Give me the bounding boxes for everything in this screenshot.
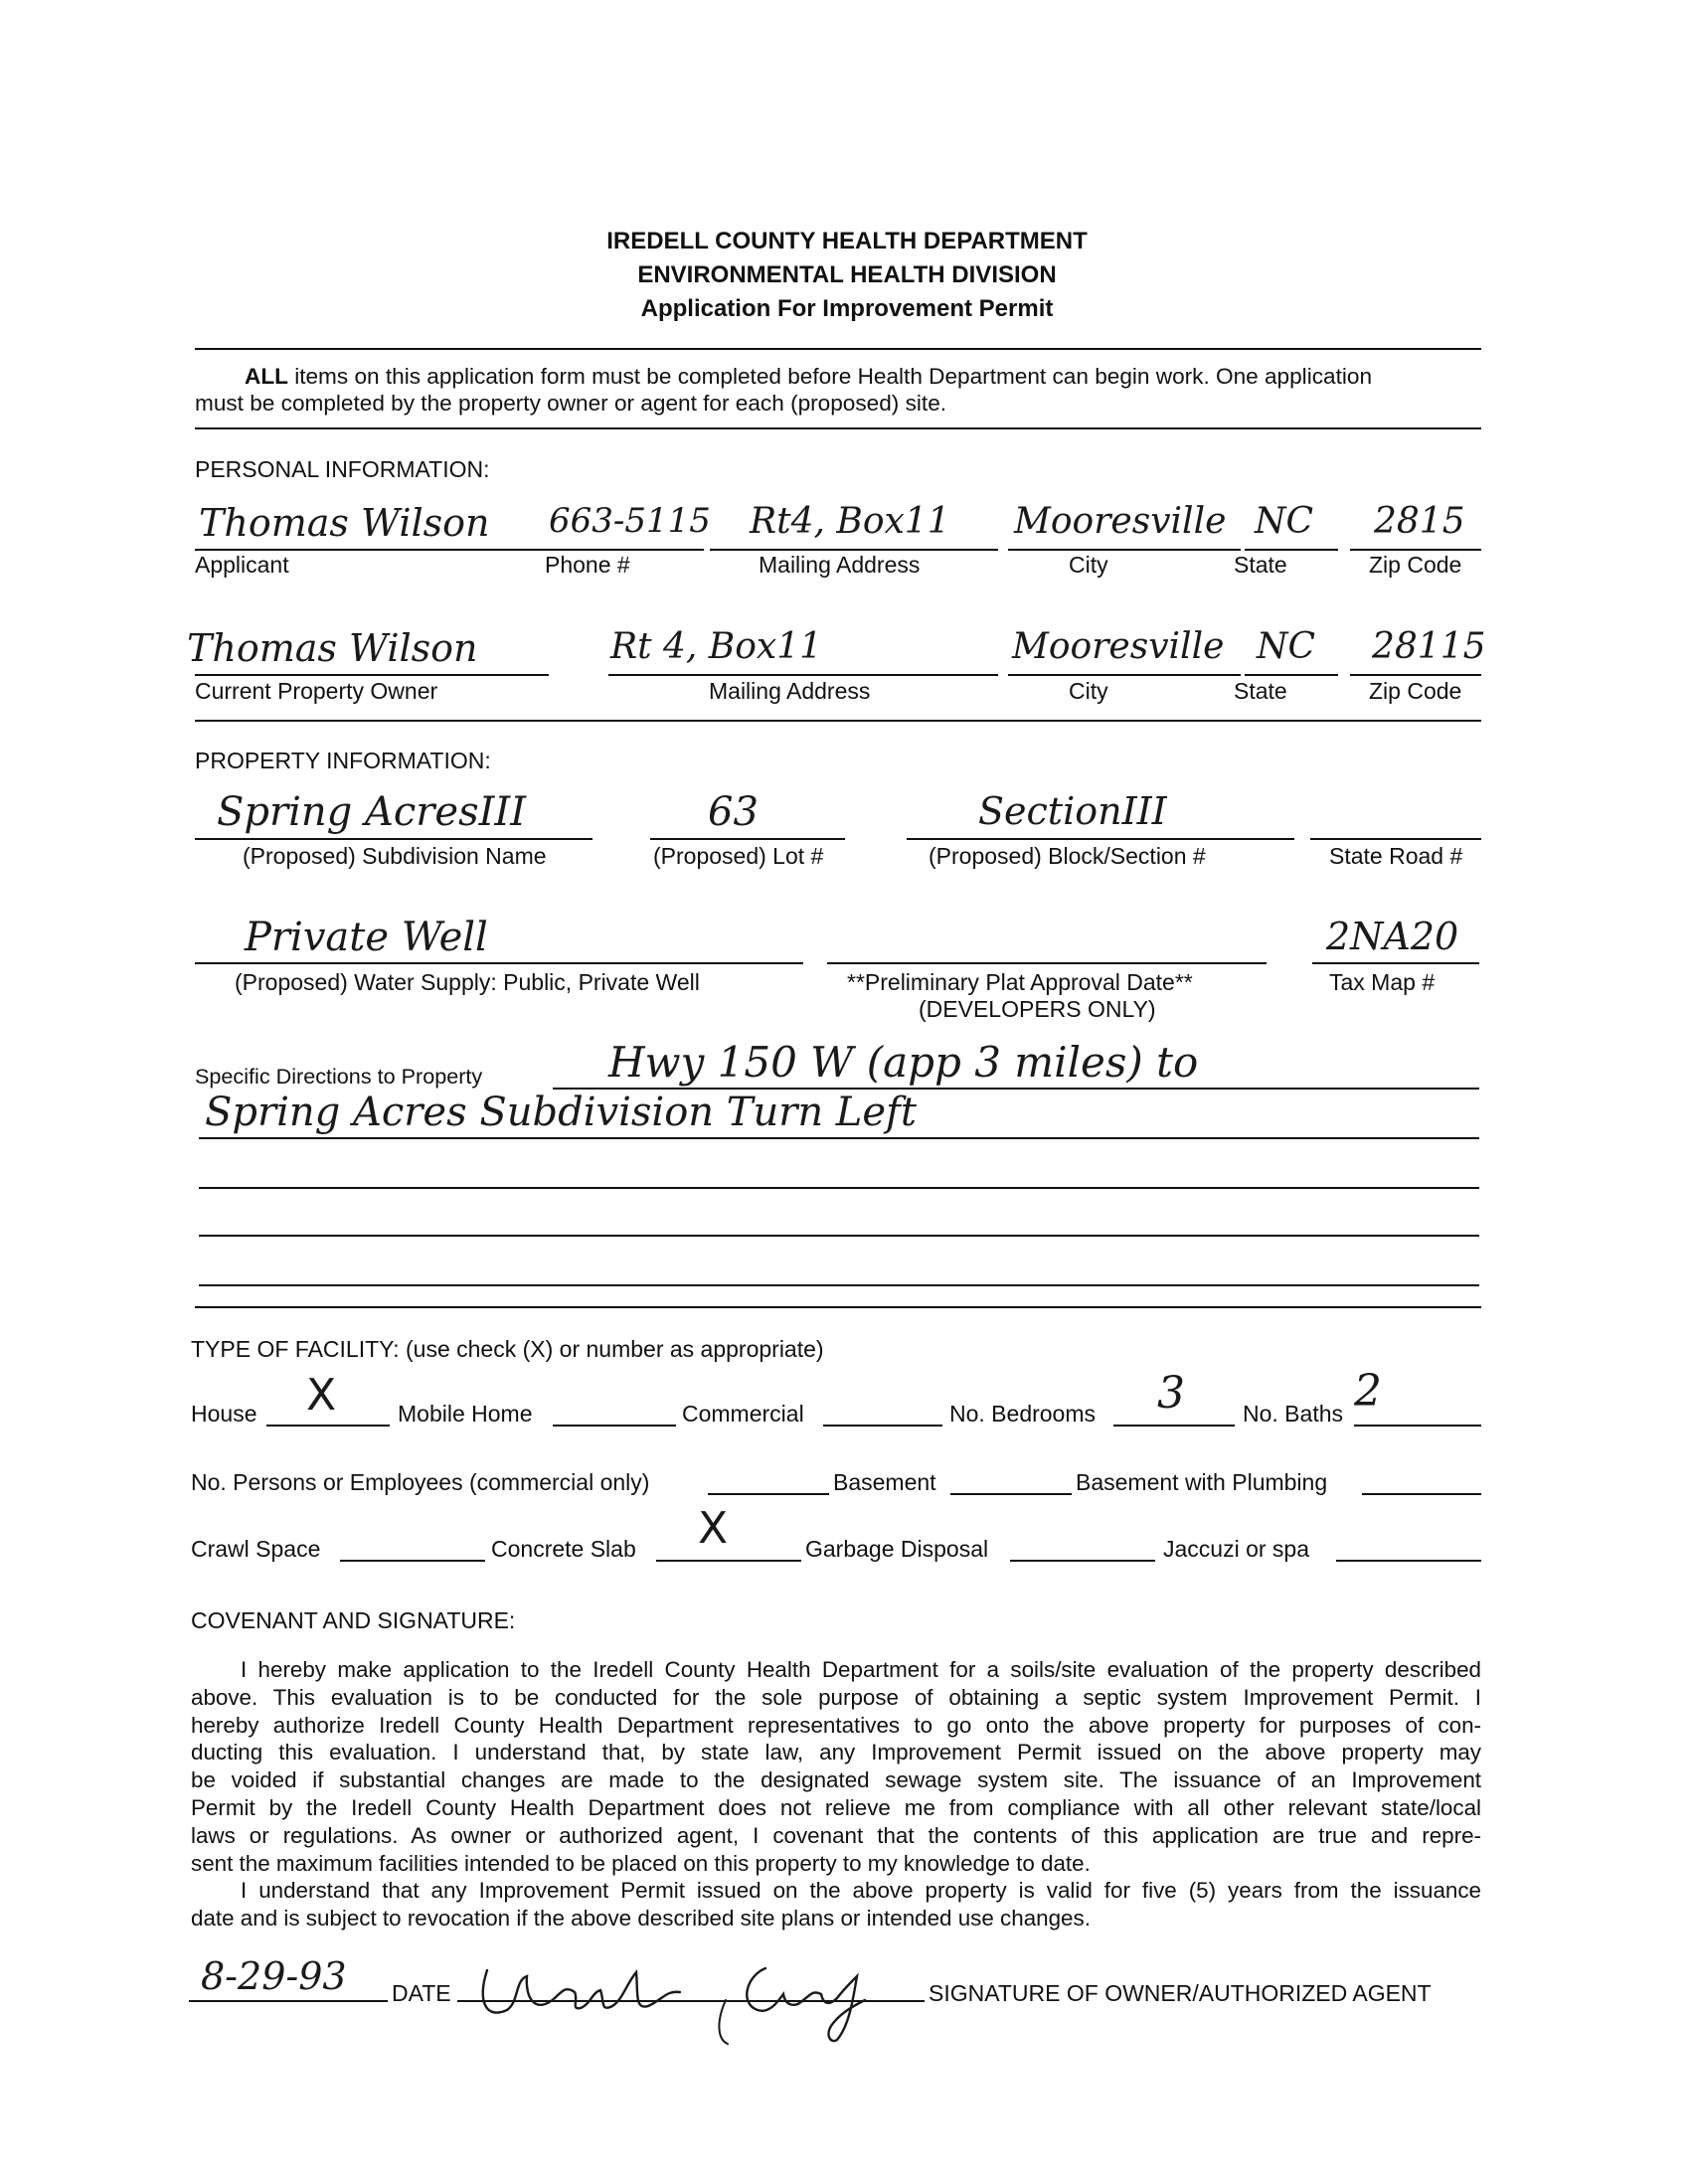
tax-map-value[interactable]: 2NA20 bbox=[1326, 915, 1459, 958]
personal-info-heading: PERSONAL INFORMATION: bbox=[195, 456, 490, 482]
date-label: DATE bbox=[392, 1980, 451, 2006]
subdivision-value[interactable]: Spring AcresIII bbox=[217, 789, 527, 835]
developers-only-label: (DEVELOPERS ONLY) bbox=[919, 996, 1156, 1022]
applicant-city-value[interactable]: Mooresville bbox=[1014, 501, 1227, 542]
city-label: City bbox=[1069, 552, 1108, 578]
phone-label: Phone # bbox=[545, 552, 630, 578]
water-supply-value[interactable]: Private Well bbox=[245, 915, 488, 960]
persons-employees-label: No. Persons or Employees (commercial only) bbox=[191, 1469, 650, 1495]
directions-line-2 bbox=[199, 1137, 1479, 1139]
bedrooms-line bbox=[1113, 1425, 1235, 1427]
concrete-slab-line bbox=[656, 1560, 801, 1562]
subdivision-label: (Proposed) Subdivision Name bbox=[243, 843, 547, 869]
mobile-home-line bbox=[553, 1425, 676, 1427]
plat-approval-label: **Preliminary Plat Approval Date** bbox=[847, 969, 1193, 995]
owner-state-label: State bbox=[1234, 678, 1287, 704]
state-road-label: State Road # bbox=[1329, 843, 1463, 869]
city-line bbox=[1008, 549, 1241, 551]
header-division: ENVIRONMENTAL HEALTH DIVISION bbox=[637, 261, 1057, 288]
owner-zip-line bbox=[1350, 674, 1481, 676]
applicant-name-value[interactable]: Thomas Wilson bbox=[199, 501, 490, 545]
owner-mailing-line bbox=[608, 674, 998, 676]
applicant-line bbox=[195, 549, 545, 551]
basement-line bbox=[950, 1493, 1072, 1495]
facility-heading: TYPE OF FACILITY: (use check (X) or number as appropriate) bbox=[191, 1336, 824, 1362]
crawl-space-label: Crawl Space bbox=[191, 1536, 321, 1562]
covenant-line: sent the maximum facilities intended to be placed on this property to my knowledge to date. bbox=[191, 1850, 1091, 1876]
commercial-line bbox=[823, 1425, 942, 1427]
mailing-address-label: Mailing Address bbox=[759, 552, 921, 578]
applicant-phone-value[interactable]: 663-5115 bbox=[549, 501, 711, 541]
applicant-state-value[interactable]: NC bbox=[1255, 501, 1314, 542]
signature-image bbox=[467, 1940, 885, 2050]
mailing-line bbox=[710, 549, 998, 551]
covenant-line: Permit by the Iredell County Health Department does not relieve me from compliance with all other relevant state/local bbox=[191, 1794, 1481, 1820]
covenant-line: above. This evaluation is to be conducted for the sole purpose of obtaining a septic system Improvement Permit. I bbox=[191, 1684, 1481, 1710]
directions-line-1-value[interactable]: Hwy 150 W (app 3 miles) to bbox=[608, 1038, 1199, 1087]
jacuzzi-label: Jaccuzi or spa bbox=[1163, 1536, 1310, 1562]
commercial-label: Commercial bbox=[682, 1401, 804, 1427]
owner-name-value[interactable]: Thomas Wilson bbox=[187, 626, 478, 670]
owner-state-value[interactable]: NC bbox=[1257, 626, 1316, 667]
basement-label: Basement bbox=[833, 1469, 936, 1495]
mobile-home-label: Mobile Home bbox=[398, 1401, 533, 1427]
current-property-owner-label: Current Property Owner bbox=[195, 678, 438, 704]
intro-line-1 bbox=[245, 364, 1372, 390]
personal-rule bbox=[195, 720, 1481, 722]
garbage-disposal-line bbox=[1010, 1560, 1155, 1562]
directions-line-4 bbox=[199, 1235, 1479, 1237]
state-line bbox=[1245, 549, 1338, 551]
directions-line-2-value[interactable]: Spring Acres Subdivision Turn Left bbox=[205, 1090, 917, 1135]
directions-label: Specific Directions to Property bbox=[195, 1064, 483, 1089]
plat-line bbox=[827, 962, 1267, 964]
signature-label: SIGNATURE OF OWNER/AUTHORIZED AGENT bbox=[929, 1980, 1432, 2006]
date-value[interactable]: 8-29-93 bbox=[201, 1954, 347, 1998]
covenant-line: hereby authorize Iredell County Health Department representatives to go onto the above property for purposes of con- bbox=[191, 1712, 1481, 1738]
top-rule bbox=[195, 348, 1481, 350]
owner-state-line bbox=[1245, 674, 1338, 676]
covenant-line: ducting this evaluation. I understand that, by state law, any Improvement Permit issued on the above property may bbox=[191, 1740, 1481, 1765]
covenant-line: date and is subject to revocation if the above described site plans or intended use changes. bbox=[191, 1906, 1091, 1932]
zip-code-label: Zip Code bbox=[1369, 552, 1462, 578]
road-line bbox=[1310, 838, 1481, 840]
owner-mailing-address-label: Mailing Address bbox=[709, 678, 871, 704]
phone-line bbox=[545, 549, 704, 551]
tax-map-line bbox=[1312, 962, 1479, 964]
house-line bbox=[266, 1425, 390, 1427]
water-line bbox=[195, 962, 803, 964]
crawl-space-line bbox=[340, 1560, 485, 1562]
covenant-heading: COVENANT AND SIGNATURE: bbox=[191, 1607, 516, 1633]
subdivision-line bbox=[195, 838, 593, 840]
covenant-line: be voided if substantial changes are made to the designated sewage system site. The issuance of an Improvement bbox=[191, 1767, 1481, 1793]
header-department: IREDELL COUNTY HEALTH DEPARTMENT bbox=[606, 228, 1088, 254]
block-section-label: (Proposed) Block/Section # bbox=[929, 843, 1206, 869]
block-line bbox=[907, 838, 1294, 840]
basement-plumbing-line bbox=[1362, 1493, 1481, 1495]
property-info-heading: PROPERTY INFORMATION: bbox=[195, 748, 491, 773]
covenant-line: laws or regulations. As owner or authorized agent, I covenant that the contents of this application are true and repre- bbox=[191, 1822, 1481, 1848]
house-label: House bbox=[191, 1401, 257, 1427]
directions-line-5 bbox=[199, 1284, 1479, 1286]
covenant-text bbox=[191, 1656, 1481, 1932]
owner-city-line bbox=[1008, 674, 1241, 676]
baths-value[interactable]: 2 bbox=[1354, 1366, 1382, 1417]
owner-zip-value[interactable]: 28115 bbox=[1372, 626, 1486, 667]
house-check-value[interactable]: X bbox=[306, 1370, 337, 1421]
bedrooms-label: No. Bedrooms bbox=[949, 1401, 1097, 1427]
applicant-zip-value[interactable]: 2815 bbox=[1374, 501, 1465, 542]
covenant-line: I hereby make application to the Iredell County Health Department for a soils/site evaluation of the property described bbox=[241, 1657, 1481, 1682]
water-supply-label: (Proposed) Water Supply: Public, Private Well bbox=[235, 969, 700, 995]
owner-line bbox=[195, 674, 549, 676]
owner-city-value[interactable]: Mooresville bbox=[1012, 626, 1225, 667]
owner-zip-code-label: Zip Code bbox=[1369, 678, 1462, 704]
applicant-mailing-value[interactable]: Rt4, Box11 bbox=[750, 501, 950, 542]
zip-line bbox=[1350, 549, 1481, 551]
block-section-value[interactable]: SectionIII bbox=[978, 789, 1167, 833]
baths-line bbox=[1354, 1425, 1481, 1427]
jacuzzi-line bbox=[1336, 1560, 1481, 1562]
intro-rule bbox=[195, 427, 1481, 429]
directions-line-3 bbox=[199, 1187, 1479, 1189]
intro-line-2: must be completed by the property owner or agent for each (proposed) site. bbox=[195, 391, 947, 416]
date-line bbox=[189, 2000, 388, 2002]
applicant-label: Applicant bbox=[195, 552, 289, 578]
state-label: State bbox=[1234, 552, 1287, 578]
form-title: Application For Improvement Permit bbox=[640, 295, 1054, 322]
owner-mailing-value[interactable]: Rt 4, Box11 bbox=[610, 626, 823, 667]
owner-city-label: City bbox=[1069, 678, 1108, 704]
property-rule bbox=[195, 1306, 1481, 1308]
lot-label: (Proposed) Lot # bbox=[653, 843, 824, 869]
garbage-disposal-label: Garbage Disposal bbox=[805, 1536, 989, 1562]
intro-bold: ALL bbox=[245, 364, 288, 389]
concrete-slab-check-value[interactable]: X bbox=[698, 1503, 729, 1554]
lot-line bbox=[650, 838, 845, 840]
basement-plumbing-label: Basement with Plumbing bbox=[1076, 1469, 1328, 1495]
concrete-slab-label: Concrete Slab bbox=[491, 1536, 636, 1562]
intro-line-1-text: items on this application form must be completed before Health Department can begin work. One application bbox=[287, 364, 1373, 389]
tax-map-label: Tax Map # bbox=[1329, 969, 1436, 995]
baths-label: No. Baths bbox=[1243, 1401, 1343, 1427]
lot-value[interactable]: 63 bbox=[708, 789, 759, 835]
persons-line bbox=[708, 1493, 829, 1495]
bedrooms-value[interactable]: 3 bbox=[1157, 1368, 1185, 1419]
covenant-line: I understand that any Improvement Permit issued on the above property is valid for five (5) years from the issuance bbox=[241, 1878, 1481, 1904]
